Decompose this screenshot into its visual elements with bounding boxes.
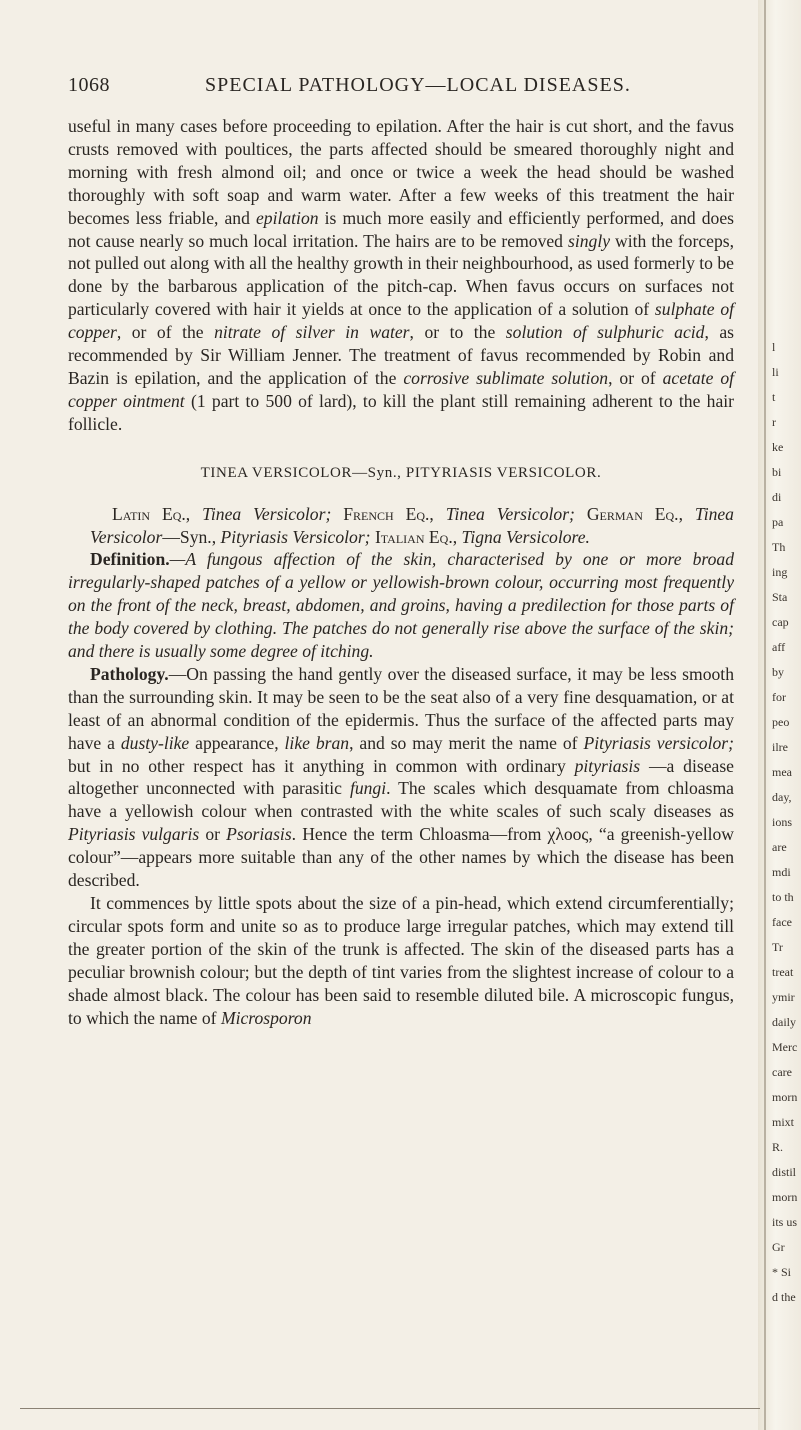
- margin-fragment: day,: [772, 790, 792, 804]
- margin-fragment: peo: [772, 715, 790, 729]
- adjacent-page-edge: [758, 0, 801, 1430]
- margin-fragment: bi: [772, 465, 782, 479]
- body-text: [68, 115, 734, 1029]
- definition-paragraph: Definition.—A fungous affection of the skin, characterised by one or more broad irregularly-shaped patches of a yellow or yellowish-brown colour, occurring most frequently on the front of the neck, breast, abdomen, and groins, having a predilection for those parts of the body covered by clothing. The patches do not generally rise above the surface of the skin; and there is usually some degree of itching.: [68, 549, 734, 662]
- margin-fragment: ke: [772, 440, 784, 454]
- page-number: 1068: [68, 74, 110, 96]
- margin-fragment: morn: [772, 1090, 798, 1104]
- commences-paragraph: It commences by little spots about the size of a pin-head, which extend circumferentially; circular spots form and unite so as to produce large irregular patches, which may extend till the greater portion of the skin of the trunk is affected. The skin of the diseased parts has a peculiar brownish colour; but the depth of tint varies from the slightest increase of colour to a shade almost black. The colour has been said to resemble diluted bile. A microscopic fungus, to which the name of Microsporon: [68, 893, 734, 1028]
- paragraph-favus-treatment: useful in many cases before proceeding to epilation. After the hair is cut short, and the favus crusts removed with poultices, the parts affected should be smeared thoroughly night and morning with fresh almond oil; and once or twice a week the head should be washed thoroughly with soft soap and warm water. After a few weeks of this treatment the hair becomes less friable, and epilation is much more easily and efficiently performed, and does not cause nearly so much local irritation. The hairs are to be removed singly with the forceps, not pulled out along with all the healthy growth in their neighbourhood, as used formerly to be done by the barbarous application of the pitch-cap. When favus occurs on surfaces not particularly covered with hair it yields at once to the application of a solution of sulphate of copper, or of the nitrate of silver in water, or to the solution of sulphuric acid, as recommended by Sir William Jenner. The treatment of favus recommended by Robin and Bazin is epilation, and the application of the corrosive sublimate solution, or of acetate of copper ointment (1 part to 500 of lard), to kill the plant still remaining adherent to the hair follicle.: [68, 116, 735, 434]
- margin-fragment: distil: [772, 1165, 797, 1179]
- margin-fragment: ilre: [772, 740, 788, 754]
- margin-fragment: are: [772, 840, 787, 854]
- margin-fragment: Sta: [772, 590, 788, 604]
- section-title: TINEA VERSICOLOR—Syn., PITYRIASIS VERSICOLOR.: [200, 464, 602, 481]
- margin-fragment: l: [772, 340, 776, 354]
- equivalents: Latin Eq., Tinea Versicolor; French Eq., Tinea Versicolor; German Eq., Tinea Versicolor—Syn., Pityriasis Versicolor; Italian Eq., Tigna Versicolore.: [90, 503, 734, 547]
- margin-fragment: daily: [772, 1015, 796, 1029]
- margin-fragment: its us: [772, 1215, 798, 1229]
- definition-heading: Definition.: [90, 549, 170, 570]
- pathology-paragraph: Pathology.—On passing the hand gently over the diseased surface, it may be less smooth than the surrounding skin. It may be seen to be the seat also of a very fine desquamation, or at least of an abnormal condition of the epidermis. Thus the surface of the affected parts may have a dusty-like appearance, like bran, and so may merit the name of Pityriasis versicolor; but in no other respect has it anything in common with ordinary pityriasis —a disease altogether unconnected with parasitic fungi. The scales which desquamate from chloasma have a yellowish colour when contrasted with the white scales of such scaly diseases as Pityriasis vulgaris or Psoriasis. Hence the term Chloasma—from χλοος, “a greenish-yellow colour”—appears more suitable than any of the other names by which the disease has been described.: [68, 663, 735, 891]
- margin-fragment: Th: [772, 540, 786, 554]
- margin-fragment: * Si: [772, 1265, 792, 1279]
- running-title: SPECIAL PATHOLOGY—LOCAL DISEASES.: [205, 74, 631, 96]
- margin-fragment: Tr: [772, 940, 783, 954]
- margin-fragment: d the: [772, 1290, 796, 1304]
- margin-fragment: Gr: [772, 1240, 785, 1254]
- margin-fragment: R.: [772, 1140, 784, 1154]
- margin-fragment: Merc: [772, 1040, 798, 1054]
- margin-fragment: pa: [772, 515, 784, 529]
- page-fold: [764, 0, 766, 1430]
- margin-fragment: face: [772, 915, 792, 929]
- margin-fragment: mixt: [772, 1115, 795, 1129]
- margin-fragment: ions: [772, 815, 793, 829]
- margin-fragment: by: [772, 665, 784, 679]
- margin-fragment: di: [772, 490, 782, 504]
- margin-fragment: to th: [772, 890, 794, 904]
- margin-fragment: li: [772, 365, 779, 379]
- page-header: [68, 74, 738, 102]
- margin-fragment: mea: [772, 765, 792, 779]
- margin-fragment: cap: [772, 615, 789, 629]
- margin-fragment: r: [772, 415, 776, 429]
- margin-fragment: for: [772, 690, 786, 704]
- margin-fragment: aff: [772, 640, 786, 654]
- bottom-edge: [20, 1408, 760, 1409]
- margin-fragment: morn: [772, 1190, 798, 1204]
- margin-fragment: ymir: [772, 990, 795, 1004]
- margin-fragment: care: [772, 1065, 792, 1079]
- margin-fragment: ing: [772, 565, 788, 579]
- margin-fragment: mdi: [772, 865, 791, 879]
- margin-fragment: treat: [772, 965, 794, 979]
- margin-fragment: t: [772, 390, 776, 404]
- pathology-heading: Pathology.: [90, 663, 169, 684]
